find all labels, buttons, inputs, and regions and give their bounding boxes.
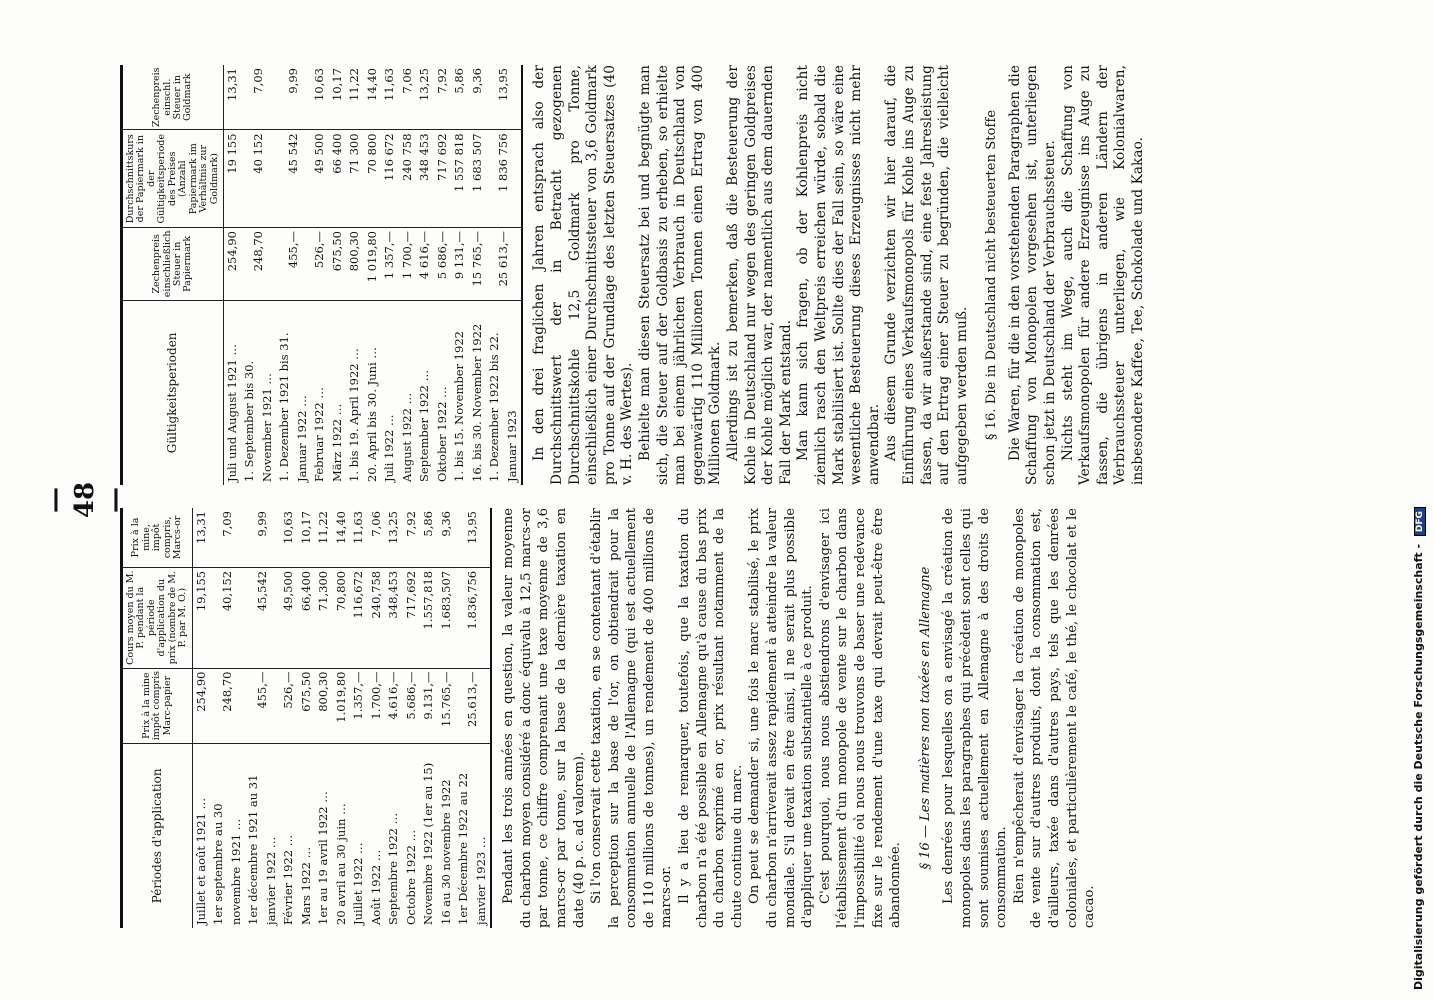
table-cell: 348,453 — [385, 567, 403, 668]
table-cell: Juillet et août 1921 … — [193, 797, 208, 925]
table-cell: 5 686,— — [434, 228, 452, 301]
table-row — [399, 65, 417, 485]
table-cell: 800,30 — [346, 228, 364, 301]
table-row — [434, 65, 452, 485]
french-paragraph: Les denrées pour lesquelles on a envisagé la création de monopoles dans les paragraphes qui précèdent sont celles qui sont soumises actuellement en Allemagne à des droits de consommation. — [941, 508, 1010, 928]
table-cell: 11,22 — [315, 508, 333, 567]
table-row — [223, 65, 241, 485]
table-cell: 10,63 — [311, 65, 329, 130]
french-paragraph: Pendant les trois années en question, la valeur moyenne du charbon moyen considéré a donc équivalu à 12,5 marcs-or par tonne, ce chiffre comprenant une taxe moyenne de 3,6 marcs-or par tonne, sur la base de la dernière taxation en date (40 p. c. ad valorem). — [501, 508, 587, 928]
table-cell: 248,70 — [210, 668, 245, 743]
german-header-price-paper: Zechenpreis einschließlich Steuer in Papiermark — [122, 228, 224, 301]
table-cell: September 1922 … — [417, 369, 432, 482]
table-cell: 71,300 — [315, 567, 333, 668]
table-cell: 10,17 — [329, 65, 347, 130]
table-cell: 1.019,80 — [333, 668, 351, 743]
table-row — [455, 508, 491, 928]
table-row — [333, 508, 351, 928]
table-row — [451, 65, 469, 485]
german-paragraph: Aus diesem Grunde verzichten wir hier darauf, die Einführung eines Verkaufsmonopols für Kohle ins Auge zu fassen, da wir außerstande sind, eine feste Jahresleistung auf den Ertrag einer Steuer zu begründen, die vielleicht aufgegeben werden muß. — [883, 65, 970, 485]
table-row — [276, 65, 311, 485]
table-cell: 9,99 — [245, 508, 280, 567]
table-row — [350, 508, 368, 928]
table-cell: 1. Dezember 1922 bis 22. Januar 1923 — [486, 300, 522, 485]
digitization-credit — [1412, 10, 1426, 990]
table-cell: Juli 1922 … — [382, 414, 397, 482]
table-cell: 13,25 — [416, 65, 434, 130]
german-paragraph: Behielte man diesen Steuersatz bei und begnügte man sich, die Steuer auf der Goldbasis zu erheben, so erhielte man bei einem jährlichen Verbrauch in Deutschland von gegenwärtig 110 Millionen Tonnen einen Ertrag von 400 Millionen Goldmark. — [637, 65, 724, 485]
table-cell: 9.131,— — [420, 668, 438, 743]
table-cell: 240 758 — [399, 130, 417, 228]
table-cell: 19 155 — [223, 130, 241, 228]
german-paragraph: Allerdings ist zu bemerken, daß die Besteuerung der Kohle in Deutschland nur wegen des geringen Goldpreises der Kohle möglich war, der namentlich aus dem dauernden Fall der Mark entstand. — [724, 65, 794, 485]
table-cell: 717 692 — [434, 130, 452, 228]
table-cell: 13,25 — [385, 508, 403, 567]
table-cell: August 1922 … — [399, 392, 414, 482]
french-paragraph: Il y a lieu de remarquer, toutefois, que la taxation du charbon n'a été possible en Allemagne qu'à cause du bas prix du charbon exprimé en or, prix résultant notamment de la chute continue du marc. — [677, 508, 745, 928]
table-cell: 526,— — [280, 668, 298, 743]
table-row — [416, 65, 434, 485]
table-row — [381, 65, 399, 485]
table-row — [346, 65, 364, 485]
table-cell: 40 152 — [241, 130, 276, 228]
table-row — [368, 508, 386, 928]
table-row — [403, 508, 421, 928]
french-paragraph: On peut se demander si, une fois le marc stabilisé, le prix du charbon n'arriverait assez rapidement à atteindre la valeur mondiale. S'il devait en être ainsi, il ne serait plus possible d'appliquer une taxation substantielle à ce produit. — [747, 508, 816, 928]
table-cell: 1. September bis 30. November 1921 … — [242, 360, 274, 482]
table-cell: 13,31 — [192, 508, 210, 567]
table-cell: 16 au 30 novembre 1922 — [438, 779, 453, 925]
table-row — [385, 508, 403, 928]
table-cell: 526,— — [311, 228, 329, 301]
table-cell: 9,99 — [276, 65, 311, 130]
table-cell: 13,95 — [455, 508, 491, 567]
table-row — [192, 508, 210, 928]
table-cell: Septembre 1922 … — [386, 812, 401, 925]
table-cell: Octobre 1922 … — [403, 829, 418, 925]
german-paragraph: Die Waren, für die in den vorstehenden Paragraphen die Schaffung von Monopolen vorgesehen ist, unterliegen schon jetzt in Deutschland der Verbrauchssteuer. — [1006, 65, 1059, 485]
table-cell: Août 1922 … — [368, 849, 383, 925]
table-cell: 49,500 — [280, 567, 298, 668]
table-cell: Février 1922 … — [281, 834, 296, 925]
table-cell: 45 542 — [276, 130, 311, 228]
table-cell: 717,692 — [403, 567, 421, 668]
table-cell: 7,06 — [368, 508, 386, 567]
table-row — [469, 65, 487, 485]
table-cell: 7,92 — [434, 65, 452, 130]
page-number: — 48 — — [40, 481, 130, 519]
table-cell: 19,155 — [192, 567, 210, 668]
table-cell: 1er Décembre 1922 au 22 janvier 1923 … — [455, 743, 491, 928]
table-cell: 254,90 — [192, 668, 210, 743]
german-header-price-gold: Zechenpreis einschl. Steuer in Goldmark — [122, 65, 224, 130]
table-cell: 11,63 — [350, 508, 368, 567]
table-cell: 1.700,— — [368, 668, 386, 743]
table-cell: 11,22 — [346, 65, 364, 130]
table-cell: 9,36 — [469, 65, 487, 130]
table-cell: 66,400 — [298, 567, 316, 668]
french-column — [120, 508, 1099, 928]
table-cell: 9,36 — [438, 508, 456, 567]
table-cell: 7,06 — [399, 65, 417, 130]
table-cell: 11,63 — [381, 65, 399, 130]
table-cell: Novembre 1922 (1er au 15) — [421, 762, 436, 925]
table-cell: 1er septembre au 30 novembre 1921 … — [211, 803, 243, 925]
table-row — [315, 508, 333, 928]
table-cell: 49 500 — [311, 130, 329, 228]
table-cell: 1 019,80 — [364, 228, 382, 301]
table-row — [486, 65, 522, 485]
table-cell: 66 400 — [329, 130, 347, 228]
table-cell: 5.686,— — [403, 668, 421, 743]
table-cell: März 1922 … — [329, 403, 344, 482]
table-cell: 1.357,— — [350, 668, 368, 743]
table-cell: 70,800 — [333, 567, 351, 668]
table-cell: 1.683,507 — [438, 567, 456, 668]
table-cell: 1 700,— — [399, 228, 417, 301]
table-cell: 16. bis 30. November 1922 — [469, 323, 484, 482]
table-cell: 1.557,818 — [420, 567, 438, 668]
french-body — [500, 508, 1099, 928]
french-section-heading: § 16 — Les matières non taxées en Allemagne — [917, 566, 933, 870]
table-cell: 800,30 — [315, 668, 333, 743]
table-cell: 1. bis 15. November 1922 — [452, 331, 467, 482]
french-paragraph: C'est pourquoi, nous nous abstiendrons d'envisager ici l'établissement d'un monopole de vente sur le charbon dans l'impossibilité où nous nous trouvons de baser une redevance fixe sur le rendement d'une taxe qui devrait peut-être être abandonnée. — [817, 508, 904, 928]
german-header-period: Gültigkeitsperioden — [122, 300, 224, 485]
table-row — [311, 65, 329, 485]
table-cell: 1. Dezember 1921 bis 31. Januar 1922 … — [277, 332, 309, 482]
table-cell: 1.836,756 — [455, 567, 491, 668]
french-header-price-gold: Prix à la mine, impôt compris, Marcs-or — [122, 508, 193, 567]
table-row — [438, 508, 456, 928]
credit-text: Digitalisierung gefördert durch die Deutsche Forschungsgemeinschaft - — [1412, 543, 1425, 990]
german-body — [531, 65, 1147, 485]
table-cell: Oktober 1922 … — [434, 386, 449, 482]
table-cell: 14,40 — [364, 65, 382, 130]
table-cell: 20. April bis 30. Juni … — [364, 347, 379, 482]
table-cell: 15 765,— — [469, 228, 487, 301]
table-cell: 14,40 — [333, 508, 351, 567]
table-cell: 10,17 — [298, 508, 316, 567]
table-cell: 7,09 — [210, 508, 245, 567]
table-cell: 5,86 — [451, 65, 469, 130]
table-cell: 1er décembre 1921 au 31 janvier 1922 … — [246, 774, 278, 925]
table-row — [280, 508, 298, 928]
table-cell: 116,672 — [350, 567, 368, 668]
table-cell: 10,63 — [280, 508, 298, 567]
french-price-table — [120, 508, 492, 928]
french-header-period: Périodes d'application — [122, 743, 193, 928]
table-cell: 4 616,— — [416, 228, 434, 301]
table-cell: 116 672 — [381, 130, 399, 228]
french-header-exchange: Cours moyen du M. P. pendant la période d'application du prix (nombre de M. P. par M. O.) — [122, 567, 193, 668]
table-cell: 254,90 — [223, 228, 241, 301]
table-cell: 7,09 — [241, 65, 276, 130]
table-cell: 40,152 — [210, 567, 245, 668]
table-cell: 240,758 — [368, 567, 386, 668]
dfg-logo: DFG — [1414, 507, 1426, 536]
table-cell: 1er au 19 avril 1922 … — [316, 791, 331, 925]
table-cell: 70 800 — [364, 130, 382, 228]
table-cell: 15.765,— — [438, 668, 456, 743]
table-row — [210, 508, 245, 928]
table-row — [420, 508, 438, 928]
table-row — [364, 65, 382, 485]
table-cell: 5,86 — [420, 508, 438, 567]
table-cell: 455,— — [245, 668, 280, 743]
table-row — [241, 65, 276, 485]
table-cell: 13,95 — [486, 65, 522, 130]
german-column — [120, 65, 1148, 485]
table-cell: 13,31 — [223, 65, 241, 130]
table-cell: 71 300 — [346, 130, 364, 228]
table-cell: 675,50 — [329, 228, 347, 301]
french-paragraph: Si l'on conservait cette taxation, en se contentant d'établir la perception sur la base de l'or, on obtiendrait pour la consommation annuelle de l'Allemagne (qui est actuellement de 110 millions de tonnes), un rendement de 400 millions de marcs-or. — [589, 508, 675, 928]
french-header-price-paper: Prix à la mine impôt compris Marc-papier — [122, 668, 193, 743]
table-cell: 9 131,— — [451, 228, 469, 301]
table-cell: 1. bis 19. April 1922 … — [347, 348, 362, 482]
german-section-heading: § 16. Die in Deutschland nicht besteuerten Stoffe — [984, 109, 1000, 441]
table-cell: 4.616,— — [385, 668, 403, 743]
table-cell: Juli und August 1921 … — [224, 344, 239, 482]
table-cell: 1 836 756 — [486, 130, 522, 228]
german-paragraph: Nichts steht im Wege, auch die Schaffung von Verkaufsmonopolen für andere Erzeugnisse ins Auge zu fassen, die übrigens in anderen Ländern der Verbrauchssteuer unterliegen, wie Kolonialwaren, insbesondere Kaffee, Tee, Schokolade und Kakao. — [1059, 65, 1147, 485]
table-cell: 348 453 — [416, 130, 434, 228]
table-cell: Februar 1922 … — [312, 387, 327, 482]
french-paragraph: Rien n'empêcherait d'envisager la création de monopoles de vente sur d'autres produits, dont la consommation est, d'ailleurs, taxée dans d'autres pays, tels que les denrées coloniales, et particulièrement le café, le thé, le chocolat et le cacao. — [1011, 508, 1098, 928]
table-row — [298, 508, 316, 928]
german-paragraph: In den drei fraglichen Jahren entsprach also der Durchschnittswert der in Betracht gezogenen Durchschnittskohle 12,5 Goldmark pro Tonne, einschließlich einer Durchschnittssteuer von 3,6 Goldmark pro Tonne auf der Grundlage des letzten Steuersatzes (40 v. H. des Wertes). — [531, 65, 636, 485]
table-cell: 7,92 — [403, 508, 421, 567]
table-cell: 1 683 507 — [469, 130, 487, 228]
table-row — [245, 508, 280, 928]
german-paragraph: Man kann sich fragen, ob der Kohlenpreis nicht ziemlich rasch den Weltpreis erreichen würde, sobald die Mark stabilisiert ist. Sollte dies der Fall sein, so wäre eine wesentliche Besteuerung dieses Erzeugnisses nicht mehr anwendbar. — [795, 65, 882, 485]
table-cell: Juillet 1922 … — [351, 842, 366, 925]
table-cell: 1 557 818 — [451, 130, 469, 228]
table-cell: Mars 1922 … — [298, 846, 313, 925]
german-header-exchange: Durchschnittskurs der Papiermark in der Gültigkeitsperiode des Preises (Anzahl Papiermark im Verhältnis zur Goldmark) — [122, 130, 224, 228]
table-cell: 20 avril au 30 juin … — [333, 803, 348, 925]
table-cell: 1 357,— — [381, 228, 399, 301]
table-cell: 25 613,— — [486, 228, 522, 301]
german-price-table — [120, 65, 523, 485]
table-cell: 675,50 — [298, 668, 316, 743]
table-cell: 455,— — [276, 228, 311, 301]
table-row — [329, 65, 347, 485]
table-cell: 248,70 — [241, 228, 276, 301]
table-cell: 25.613,— — [455, 668, 491, 743]
table-cell: 45,542 — [245, 567, 280, 668]
